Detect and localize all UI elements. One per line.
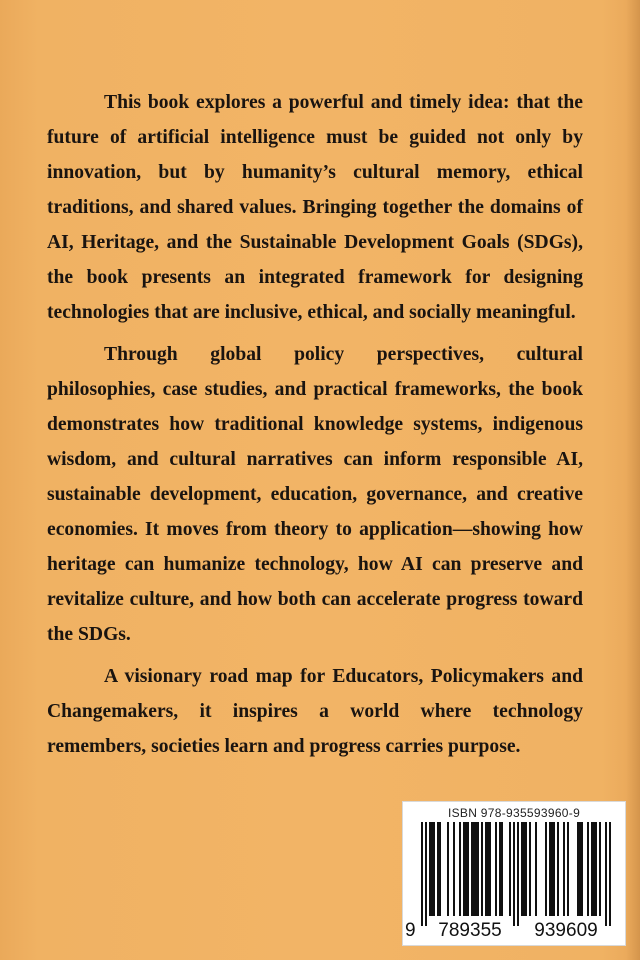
barcode-bar xyxy=(579,822,581,916)
barcode-bar xyxy=(501,822,503,916)
barcode-bars xyxy=(421,822,611,926)
barcode-bar xyxy=(463,822,465,916)
barcode-bar xyxy=(465,822,467,916)
barcode-bar xyxy=(521,822,523,916)
barcode-bar xyxy=(557,822,559,916)
barcode-bar xyxy=(529,822,531,916)
barcode-bar xyxy=(431,822,433,916)
barcode-bar xyxy=(439,822,441,916)
barcode-bar xyxy=(471,822,473,916)
barcode-bar xyxy=(433,822,435,916)
barcode-bar xyxy=(481,822,483,916)
barcode-graphic xyxy=(403,802,625,945)
blurb-paragraph-3: A visionary road map for Educators, Policymakers and Changemakers, it inspires a world where technology remembers, societies learn and progress carries purpose. xyxy=(47,666,583,757)
barcode-bar xyxy=(459,822,461,916)
barcode-bar xyxy=(437,822,439,916)
barcode-bar xyxy=(517,822,519,926)
barcode-bar xyxy=(567,822,569,916)
blurb-text xyxy=(47,85,583,771)
barcode-bar xyxy=(513,822,515,926)
barcode-bar xyxy=(425,822,427,926)
barcode-digits-left: 789355 xyxy=(438,920,502,941)
barcode-bar xyxy=(421,822,423,926)
blurb-paragraph-2: Through global policy perspectives, cultural philosophies, case studies, and practical frameworks, the book demonstrates how traditional knowledge systems, indigenous wisdom, and cultural narratives can inform responsible AI, sustainable development, education, governance, and creative economies. It moves from theory to application—showing how heritage can humanize technology, how AI can preserve and revitalize culture, and how both can accelerate progress toward the SDGs. xyxy=(47,344,583,645)
barcode-bar xyxy=(605,822,607,926)
barcode-bar xyxy=(609,822,611,926)
barcode-bar xyxy=(467,822,469,916)
barcode-bar xyxy=(553,822,555,916)
barcode-bar xyxy=(495,822,497,916)
barcode-bar xyxy=(599,822,601,916)
barcode-bar xyxy=(473,822,475,916)
barcode-bar xyxy=(593,822,595,916)
barcode-bar xyxy=(545,822,547,916)
barcode-bar xyxy=(429,822,431,916)
isbn-barcode xyxy=(402,801,626,946)
barcode-bar xyxy=(477,822,479,916)
barcode-bar xyxy=(563,822,565,916)
barcode-digits-right: 939609 xyxy=(534,920,598,941)
barcode-bar xyxy=(453,822,455,916)
blurb-paragraph-1: This book explores a powerful and timely idea: that the future of artificial intelligence must be guided not only by innovation, but by humanity’s cultural memory, ethical traditions, and shared values. Bringing together the domains of AI, Heritage, and the Sustainable Development Goals (SDGs), the book presents an integrated framework for designing technologies that are inclusive, ethical, and socially meaningful. xyxy=(47,92,583,323)
barcode-bar xyxy=(499,822,501,916)
barcode-bar xyxy=(549,822,551,916)
barcode-bar xyxy=(525,822,527,916)
barcode-bar xyxy=(581,822,583,916)
barcode-bar xyxy=(485,822,487,916)
barcode-bar xyxy=(523,822,525,916)
barcode-bar xyxy=(535,822,537,916)
barcode-bar xyxy=(509,822,511,916)
barcode-bar xyxy=(551,822,553,916)
barcode-bar xyxy=(475,822,477,916)
barcode-digit-first: 9 xyxy=(405,920,416,941)
barcode-bar xyxy=(489,822,491,916)
barcode-bar xyxy=(595,822,597,916)
barcode-bar xyxy=(587,822,589,916)
barcode-bar xyxy=(447,822,449,916)
barcode-bar xyxy=(577,822,579,916)
barcode-bar xyxy=(487,822,489,916)
barcode-bar xyxy=(591,822,593,916)
isbn-label: ISBN 978-935593960-9 xyxy=(447,806,581,820)
